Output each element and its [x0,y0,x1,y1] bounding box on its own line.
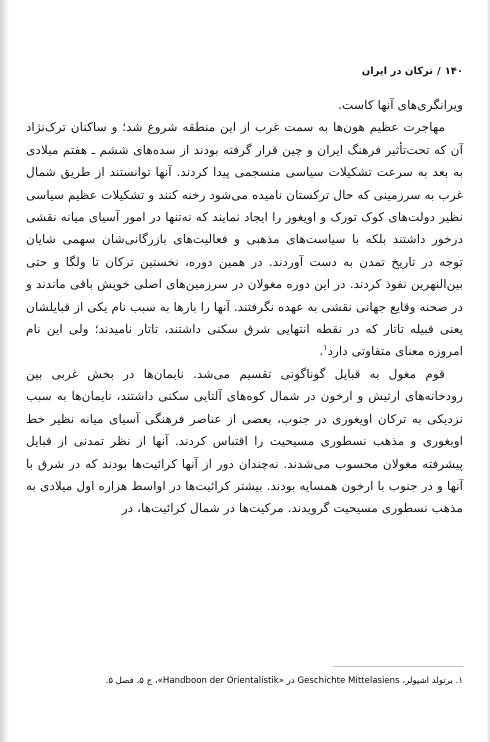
footnote-reference[interactable]: ۱ [323,343,328,353]
page-number: ۱۴۰ [444,66,463,77]
paragraph-3 [26,363,463,520]
paragraph-1 [26,94,463,116]
footnote-number: ۱. [455,676,463,686]
footnote-connector: در [286,676,295,686]
page-binding-shadow-right [486,0,490,742]
footnote [26,674,463,688]
footnote-work-title: Geschichte Mittelasiens [297,676,400,686]
paragraph-2: مهاجرت عظیم هون‌ها به سمت غرب از این منطقه شروع شد؛ و ساکنان ترک‌نژاد آن که تحت‌تأثیر فرهنگ ایران و چین قرار گرفته بودند از سده‌های ششم ـ هفتم میلادی به بعد به سرعت تشکیلات سیاسی منسجمی پیدا کردند. آنها توانستند از طریق شمال غرب به سرزمینی که حال ترکستان نامیده می‌شود رخنه کنند و تشکیلات عظیم سیاسی نظیر دولت‌های کوک تورک و اویغور را ایجاد نمایند که نه‌تنها در امور آسیای میانه نقشی درخور داشتند بلکه با سیاست‌های مذهبی و فعالیت‌های بازرگانی‌شان سهمی شایان توجه در تاریخ تمدن به دست آوردند. در همین دوره، نخستین ترکان تا ولگا و حتی بین‌النهرین نفوذ کردند. در این دوره مغولان در سرزمین‌های اصلی خویش باقی ماندند و در صحنه وقایع جهانی نقشی به عهده نگرفتند. آنها را بارها به سبب نام یکی از قبایلشان یعنی قبیله تاتار که در نقطه انتهایی شرق سکنی داشتند، تاتار نامیدند؛ ولی این نام امروزه معنای متفاوتی دارد$^۱$. [26,120,463,359]
paragraph-text: قوم مغول به قبایل گوناگونی تقسیم می‌شد. نایمان‌ها در بخش غربی بین رودخانه‌های ارتیش و ارخون در شمال کوه‌های آلتایی سکنی داشتند، نایمان‌ها به سبب نزدیکی به ترکان اویغوری در جنوب، بعضی از عناصر فرهنگی آسیای میانه نظیر خط اویغوری و مذهب نسطوری مسیحیت را اقتباس کردند. آنها از نظر تمدنی از قبایل پیشرفته مغولان محسوب می‌شدند. نه‌چندان دور از آنها کرائیت‌ها بودند که در شرق با آنها و در جنوب با ارخون همسایه بودند. بیشتر کرائیت‌ها در اواسط هزاره اول میلادی به مذهب نسطوری مسیحیت گرویدند. مرکیت‌ها در شمال کرائیت‌ها، در [26,366,463,516]
paragraph-text: ویرانگری‌های آنها کاست. [338,98,463,112]
book-title: ترکان در ایران [361,66,434,77]
footnote-location: ، ج ۵، فصل ۵. [105,676,158,686]
footnote-author: برتولد اشپولر، [402,676,453,686]
paragraph-text: مهاجرت عظیم هون‌ها به سمت غرب از این منطقه شروع شد؛ و ساکنان ترک‌نژاد آن که تحت‌تأثیر فرهنگ ایران و چین قرار گرفته بودند از سده‌های ششم ـ هفتم میلادی به بعد به سرعت تشکیلات سیاسی منسجمی پیدا کردند. آنها توانستند از طریق شمال غرب به سرزمینی که حال ترکستان نامیده می‌شود رخنه کنند و تشکیلات عظیم سیاسی نظیر دولت‌های کوک تورک و اویغور را ایجاد نمایند که نه‌تنها در امور آسیای میانه نقشی درخور داشتند بلکه با سیاست‌های مذهبی و فعالیت‌های بازرگانی‌شان سهمی شایان توجه در تاریخ تمدن به دست آوردند. در همین دوره، نخستین ترکان تا ولگا و حتی بین‌النهرین نفوذ کردند. در این دوره مغولان در سرزمین‌های اصلی خویش باقی ماندند و در صحنه وقایع جهانی نقشی به عهده نگرفتند. آنها را بارها به سبب نام یکی از قبایلشان یعنی قبیله تاتار که در نقطه انتهایی شرق سکنی داشتند، تاتار نامیدند؛ ولی این نام امروزه معنای متفاوتی دارد [26,120,463,359]
body-text [26,94,463,520]
running-header [26,64,463,80]
footnote-series-title: «Handboon der Orientalistik» [157,676,285,686]
header-separator: / [437,66,441,77]
footnote-divider [333,666,463,667]
page-binding-shadow-left [0,0,9,742]
